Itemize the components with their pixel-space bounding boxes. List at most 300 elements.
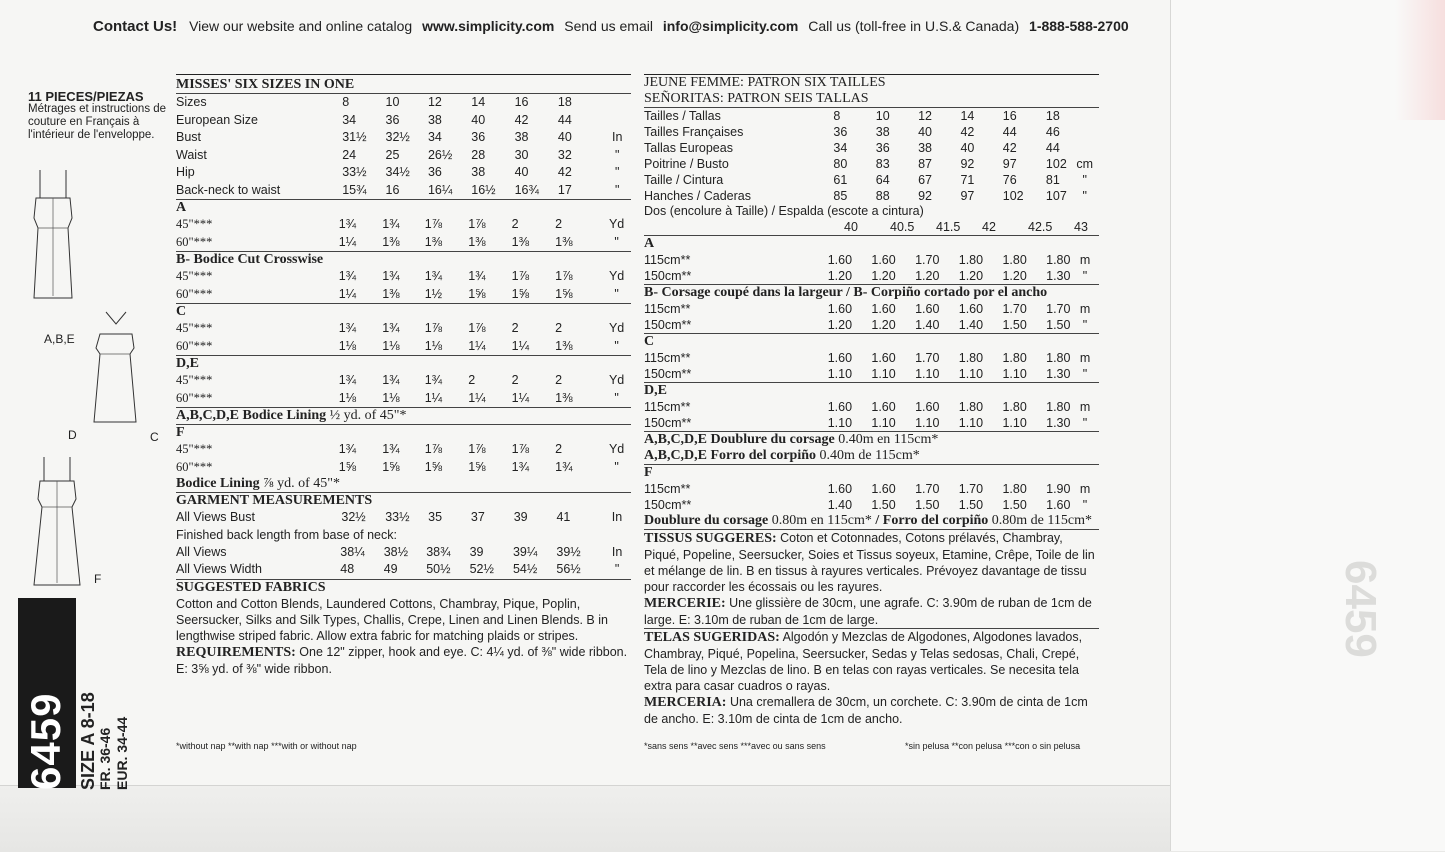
row-label: Poitrine / Busto bbox=[644, 157, 729, 171]
spacer bbox=[794, 140, 834, 156]
spacer bbox=[312, 94, 343, 112]
size-value: 102 bbox=[1002, 189, 1024, 203]
size-value: 1.10 bbox=[871, 367, 896, 381]
unit-value: m bbox=[1079, 400, 1091, 414]
size-value: 1⅝ bbox=[382, 459, 400, 474]
row-label: 45"*** bbox=[176, 373, 213, 387]
fr-view-block bbox=[644, 235, 1099, 284]
row-label: 150cm** bbox=[644, 498, 692, 512]
size-value: 12 bbox=[918, 109, 932, 123]
table-row bbox=[644, 268, 1099, 284]
pattern-number: 6459 bbox=[22, 692, 69, 790]
size-value: 1¾ bbox=[338, 269, 357, 283]
size-value: 38¼ bbox=[340, 544, 365, 559]
size-value: 1¼ bbox=[468, 390, 486, 405]
size-value: 1.80 bbox=[958, 400, 984, 414]
spacer bbox=[794, 172, 834, 188]
fr-view-title: A bbox=[644, 236, 655, 251]
size-value: 38½ bbox=[383, 544, 409, 559]
size-value: 1⅝ bbox=[511, 286, 530, 301]
size-value: 54½ bbox=[512, 562, 538, 576]
es-header: SEÑORITAS: PATRON SEIS TALLAS bbox=[644, 91, 869, 106]
size-value: 1.10 bbox=[958, 416, 984, 430]
table-row bbox=[176, 147, 631, 165]
size-value: 18 bbox=[1045, 109, 1060, 123]
spacer bbox=[307, 372, 339, 390]
email-link[interactable]: info@simplicity.com bbox=[662, 18, 799, 34]
size-value: 44 bbox=[557, 112, 572, 127]
size-value: 16¾ bbox=[514, 182, 539, 197]
size-value: 1.80 bbox=[1046, 400, 1071, 414]
view-block bbox=[176, 355, 631, 407]
size-value: 42 bbox=[960, 125, 975, 139]
size-value: 1¾ bbox=[338, 321, 357, 335]
view-title: B- Bodice Cut Crosswise bbox=[176, 252, 324, 267]
dos-value: 41.5 bbox=[936, 220, 961, 234]
unit-value: Yd bbox=[608, 321, 625, 335]
fr-lining-f-value: 0.80m en 115cm* bbox=[771, 513, 872, 528]
spacer bbox=[307, 268, 339, 286]
size-value: 1½ bbox=[424, 286, 443, 301]
size-value: 1⅝ bbox=[338, 459, 357, 474]
size-value: 49 bbox=[383, 562, 398, 576]
sketch-label-d: D bbox=[68, 428, 77, 442]
bodice-lining-f bbox=[176, 476, 631, 492]
table-row bbox=[176, 459, 631, 477]
size-value: 42 bbox=[514, 112, 529, 127]
english-column bbox=[176, 74, 631, 677]
size-value: 40 bbox=[960, 141, 975, 155]
table-row bbox=[644, 415, 1099, 431]
email-text: Send us email bbox=[564, 18, 653, 34]
size-value: 1¼ bbox=[468, 338, 486, 353]
size-value: 2 bbox=[555, 442, 563, 456]
flap-ghost-number: 6459 bbox=[1336, 560, 1385, 658]
size-value: 2 bbox=[555, 217, 563, 231]
size-value: 1.60 bbox=[871, 482, 896, 496]
row-label: 150cm** bbox=[644, 416, 692, 430]
size-value: 1⅞ bbox=[555, 269, 573, 283]
contact-bar bbox=[93, 18, 1129, 35]
size-value: 1.80 bbox=[958, 253, 984, 267]
size-value: 83 bbox=[875, 157, 890, 171]
table-row bbox=[176, 544, 631, 562]
size-value: 36 bbox=[427, 165, 442, 179]
lining-title: A,B,C,D,E Bodice Lining bbox=[176, 408, 327, 423]
fr-view-block bbox=[644, 284, 1099, 333]
mercerie-block bbox=[644, 595, 1099, 628]
size-value: 97 bbox=[960, 189, 975, 203]
table-row bbox=[176, 338, 631, 356]
es-lining-line bbox=[644, 448, 1099, 464]
dos-value: 43 bbox=[1074, 220, 1088, 234]
contact-title: Contact Us! bbox=[93, 18, 178, 35]
size-value: 1.10 bbox=[915, 416, 940, 430]
dress-sketch-c bbox=[88, 310, 143, 430]
row-label: 60"*** bbox=[176, 234, 213, 249]
row-label: 150cm** bbox=[644, 318, 692, 332]
size-value: 48 bbox=[340, 562, 355, 576]
size-value: 1.20 bbox=[958, 269, 984, 283]
spacer bbox=[307, 338, 339, 356]
garment-block bbox=[176, 492, 631, 579]
size-value: 1⅝ bbox=[555, 286, 573, 301]
size-value: 2 bbox=[511, 373, 519, 387]
size-value: 1⅜ bbox=[382, 286, 400, 301]
size-value: 44 bbox=[1045, 141, 1060, 155]
size-value: 16½ bbox=[471, 182, 496, 197]
spacer bbox=[794, 108, 834, 124]
size-value: 1.50 bbox=[915, 498, 940, 512]
size-value: 1.80 bbox=[1046, 253, 1071, 267]
size-value: 28 bbox=[471, 147, 486, 162]
size-value: 42 bbox=[557, 165, 572, 179]
table-row bbox=[644, 481, 1099, 497]
size-value: 1.70 bbox=[958, 482, 984, 496]
mercerie-block-title: MERCERIE: bbox=[644, 596, 726, 611]
row-label: All Views bbox=[176, 544, 227, 559]
size-value: 39 bbox=[513, 510, 528, 524]
size-value: 16¼ bbox=[427, 182, 453, 197]
unit-value: In bbox=[611, 544, 623, 559]
size-value: 16 bbox=[1002, 109, 1017, 123]
size-value: 2 bbox=[511, 217, 519, 231]
table-row bbox=[176, 320, 631, 338]
view-block bbox=[176, 303, 631, 355]
telas-block-title: TELAS SUGERIDAS: bbox=[644, 630, 780, 645]
es-lining-f-title: / Forro del corpiño bbox=[875, 513, 989, 528]
table-row bbox=[176, 286, 631, 304]
size-value: 1.10 bbox=[827, 416, 853, 430]
row-label: Taille / Cintura bbox=[644, 173, 724, 187]
size-value: 1¾ bbox=[382, 442, 400, 456]
size-value: 1⅞ bbox=[424, 442, 443, 456]
size-value: 16 bbox=[385, 182, 400, 197]
size-value: 1.30 bbox=[1046, 367, 1071, 381]
size-value: 1⅝ bbox=[468, 286, 486, 301]
size-table-wrap bbox=[176, 93, 631, 199]
size-value: 40 bbox=[918, 125, 932, 139]
row-label: 45"*** bbox=[176, 217, 213, 231]
unit-value: " bbox=[614, 562, 620, 576]
spacer bbox=[310, 509, 342, 527]
spacer bbox=[788, 481, 828, 497]
unit-value: " bbox=[1082, 498, 1088, 512]
row-label: 115cm** bbox=[644, 302, 691, 316]
size-value: 18 bbox=[557, 95, 572, 109]
size-value: 37 bbox=[470, 510, 485, 524]
size-value: 1.20 bbox=[871, 269, 896, 283]
unit-value bbox=[1070, 140, 1099, 156]
fr-lining-f bbox=[644, 513, 1099, 529]
spacer bbox=[794, 156, 834, 172]
spacer bbox=[788, 497, 828, 513]
size-value: 1.10 bbox=[1002, 367, 1027, 381]
footnote-fr: *sans sens **avec sens ***avec ou sans sens bbox=[644, 741, 826, 751]
fr-view-title-f: F bbox=[644, 465, 653, 480]
size-value: 1.60 bbox=[958, 302, 984, 316]
size-value: 1.70 bbox=[915, 482, 940, 496]
fabrics-title: SUGGESTED FABRICS bbox=[176, 579, 326, 595]
size-value: 1.60 bbox=[1046, 498, 1071, 512]
lining-value: ½ yd. of 45"* bbox=[329, 408, 407, 423]
size-value: 1.60 bbox=[915, 302, 940, 316]
data-table bbox=[644, 108, 1099, 204]
table-row bbox=[176, 561, 631, 579]
size-value: 1¼ bbox=[338, 286, 357, 301]
row-label: Hanches / Caderas bbox=[644, 189, 752, 203]
size-value: 85 bbox=[833, 189, 848, 203]
size-value: 1¼ bbox=[338, 234, 357, 249]
table-row bbox=[644, 124, 1099, 140]
size-value: 76 bbox=[1002, 173, 1017, 187]
size-value: 1¾ bbox=[511, 459, 530, 474]
table-row bbox=[176, 129, 631, 147]
unit-value: " bbox=[1082, 416, 1088, 430]
spacer bbox=[312, 164, 343, 182]
size-value: 40 bbox=[557, 130, 572, 144]
row-label: 150cm** bbox=[644, 367, 692, 381]
spacer bbox=[312, 182, 343, 200]
table-row bbox=[176, 216, 631, 234]
size-value: 1¾ bbox=[382, 269, 400, 283]
size-value: 1.20 bbox=[871, 318, 896, 332]
row-label: 60"*** bbox=[176, 338, 213, 353]
size-value: 102 bbox=[1045, 157, 1067, 171]
dos-row bbox=[644, 219, 1099, 235]
unit-value: In bbox=[611, 510, 623, 524]
data-table bbox=[176, 544, 631, 579]
size-value: 1⅞ bbox=[511, 269, 530, 283]
data-table bbox=[644, 399, 1099, 431]
size-value: 14 bbox=[960, 109, 975, 123]
size-value: 1.10 bbox=[1002, 416, 1027, 430]
size-value: 1⅞ bbox=[511, 442, 530, 456]
size-value: 1¼ bbox=[511, 390, 530, 405]
size-value: 1¼ bbox=[511, 338, 530, 353]
size-value: 61 bbox=[833, 173, 848, 187]
size-value: 36 bbox=[875, 141, 890, 155]
view-title: D,E bbox=[176, 356, 199, 371]
spacer bbox=[312, 147, 343, 165]
merceria-block-text: Una cremallera de 30cm, un corchete. C: 3.90m de cinta de 1cm de ancho. E: 3.10m de cinta de 1cm de ancho. bbox=[644, 695, 1088, 726]
unit-value bbox=[1070, 124, 1099, 140]
tissus-block-title: TISSUS SUGGERES: bbox=[644, 531, 777, 546]
unit-value: In bbox=[611, 130, 623, 144]
row-label: All Views Width bbox=[176, 562, 262, 576]
size-value: 8 bbox=[342, 95, 350, 109]
spacer bbox=[307, 459, 339, 477]
website-text: View our website and online catalog bbox=[189, 18, 413, 34]
spacer bbox=[307, 441, 339, 459]
fr-lining-title: A,B,C,D,E Doublure du corsage bbox=[644, 432, 835, 447]
size-value: 1.10 bbox=[958, 367, 984, 381]
spacer bbox=[788, 301, 828, 317]
size-value: 2 bbox=[468, 373, 476, 387]
size-value: 39¼ bbox=[512, 544, 538, 559]
size-value: 34½ bbox=[385, 165, 410, 179]
table-row bbox=[644, 140, 1099, 156]
size-value: 1.80 bbox=[1002, 482, 1027, 496]
unit-value: " bbox=[1082, 367, 1088, 381]
size-value: 10 bbox=[875, 109, 890, 123]
size-value: 97 bbox=[1002, 157, 1017, 171]
requirements-block bbox=[176, 644, 631, 677]
unit-value: m bbox=[1079, 482, 1091, 496]
spacer bbox=[310, 561, 341, 579]
unit-value: " bbox=[614, 459, 619, 474]
row-label: Waist bbox=[176, 147, 207, 162]
row-label: 60"*** bbox=[176, 459, 213, 474]
size-value: 52½ bbox=[469, 562, 494, 576]
envelope-side-flap bbox=[1170, 0, 1445, 851]
size-value: 34 bbox=[342, 112, 357, 127]
size-value: 1¾ bbox=[338, 217, 357, 231]
unit-value: " bbox=[1082, 173, 1087, 187]
french-spanish-column bbox=[644, 74, 1099, 727]
size-value: 88 bbox=[875, 189, 890, 203]
table-row bbox=[644, 399, 1099, 415]
data-table bbox=[644, 252, 1099, 284]
size-value: 1⅜ bbox=[468, 234, 486, 249]
unit-value: Yd bbox=[608, 373, 625, 387]
size-value: 42 bbox=[1002, 141, 1017, 155]
size-value: 15¾ bbox=[342, 182, 367, 197]
size-value: 92 bbox=[918, 189, 932, 203]
row-label: Tallas Europeas bbox=[644, 141, 733, 155]
spacer bbox=[788, 399, 828, 415]
size-value: 1.40 bbox=[827, 498, 853, 512]
telas-block bbox=[644, 628, 1099, 694]
size-value: 38 bbox=[427, 112, 442, 127]
view-block bbox=[176, 251, 631, 303]
envelope-bottom-flap bbox=[0, 785, 1170, 852]
row-label: Sizes bbox=[176, 95, 207, 109]
unit-value: Yd bbox=[608, 269, 625, 283]
spacer bbox=[794, 188, 834, 204]
data-table bbox=[176, 441, 631, 476]
size-value: 34 bbox=[427, 130, 442, 144]
size-value: 1⅜ bbox=[511, 234, 530, 249]
size-value: 1⅞ bbox=[468, 442, 486, 456]
size-value: 1.90 bbox=[1046, 482, 1071, 496]
size-value: 1⅛ bbox=[338, 390, 357, 405]
requirements-title: REQUIREMENTS: bbox=[176, 644, 296, 660]
table-row bbox=[644, 156, 1099, 172]
size-value: 1⅝ bbox=[468, 459, 486, 474]
data-table bbox=[176, 320, 631, 355]
mercerie-block-text: Une glissière de 30cm, une agrafe. C: 3.90m de ruban de 1cm de large. E: 3.10m de ruban de 1cm de large. bbox=[644, 596, 1092, 627]
size-value: 1.60 bbox=[827, 302, 853, 316]
size-value: 2 bbox=[511, 321, 519, 335]
spacer bbox=[788, 268, 828, 284]
dos-value: 40 bbox=[844, 220, 858, 234]
data-table bbox=[644, 481, 1099, 513]
tissus-block-text: Coton et Cotonnades, Cotons prélavés, Chambray, Piqué, Popeline, Seersucker, Soies et Tissus soyeux, Etamine, Crêpe, Toile de lin et mélange de lin. B en tissus à rayures verticales. Prévoyez davantage de tissu pour raccorder les écossais ou les rayures. bbox=[644, 531, 1095, 594]
unit-value: " bbox=[1082, 318, 1088, 332]
table-row bbox=[176, 441, 631, 459]
data-table bbox=[176, 509, 631, 527]
size-value: 1¾ bbox=[382, 217, 400, 231]
size-value: 32½ bbox=[341, 510, 366, 524]
merceria-block-title: MERCERIA: bbox=[644, 695, 727, 710]
table-row bbox=[644, 188, 1099, 204]
size-value: 38 bbox=[875, 125, 890, 139]
lining-f-value: ⅞ yd. of 45"* bbox=[263, 476, 341, 491]
size-value: 1.80 bbox=[958, 351, 984, 365]
table-row bbox=[176, 94, 631, 112]
spacer bbox=[307, 320, 339, 338]
dress-sketch-abe bbox=[28, 168, 78, 318]
size-value: 56½ bbox=[556, 562, 581, 576]
table-row bbox=[644, 497, 1099, 513]
size-value: 1.50 bbox=[1046, 318, 1071, 332]
unit-value: cm bbox=[1076, 157, 1094, 171]
size-value: 17 bbox=[557, 182, 572, 197]
size-value: 1⅞ bbox=[468, 321, 486, 335]
view-block bbox=[176, 199, 631, 251]
size-value: 1¼ bbox=[424, 390, 443, 405]
unit-value: " bbox=[614, 286, 619, 301]
unit-value: Yd bbox=[608, 442, 625, 456]
data-table bbox=[176, 94, 631, 199]
size-value: 1.10 bbox=[827, 367, 853, 381]
size-value: 1.60 bbox=[827, 351, 853, 365]
back-length-label: Finished back length from base of neck: bbox=[176, 527, 397, 542]
row-label: Back-neck to waist bbox=[176, 182, 281, 197]
pieces-block bbox=[28, 90, 178, 142]
unit-value: " bbox=[1082, 269, 1088, 283]
size-value: 14 bbox=[471, 95, 486, 109]
size-value: 33½ bbox=[342, 165, 367, 179]
size-value: 50½ bbox=[426, 562, 451, 576]
lining-f-title: Bodice Lining bbox=[176, 476, 260, 491]
data-table bbox=[176, 216, 631, 251]
size-value: 1.10 bbox=[915, 367, 940, 381]
size-value: 1⅜ bbox=[555, 338, 573, 353]
es-lining-f-value: 0.80m de 115cm* bbox=[991, 513, 1092, 528]
size-value: 38 bbox=[918, 141, 932, 155]
spacer bbox=[312, 129, 343, 147]
spacer bbox=[794, 124, 834, 140]
size-value: 1.60 bbox=[871, 253, 896, 267]
table-row bbox=[176, 164, 631, 182]
size-value: 1.20 bbox=[827, 269, 853, 283]
size-value: 36 bbox=[471, 130, 486, 144]
row-label: European Size bbox=[176, 112, 259, 127]
view-block-f bbox=[176, 424, 631, 476]
size-value: 92 bbox=[960, 157, 975, 171]
website-link[interactable]: www.simplicity.com bbox=[422, 18, 555, 34]
size-range-fr: FR. 36-46 bbox=[97, 727, 113, 790]
size-value: 80 bbox=[833, 157, 848, 171]
table-row bbox=[644, 301, 1099, 317]
table-row bbox=[644, 108, 1099, 124]
spacer bbox=[644, 219, 844, 235]
size-value: 1¾ bbox=[555, 459, 573, 474]
es-lining-value: 0.40m de 115cm* bbox=[819, 448, 920, 463]
table-row bbox=[644, 252, 1099, 268]
size-value: 1¾ bbox=[338, 442, 357, 456]
table-row bbox=[644, 366, 1099, 382]
size-value: 1.50 bbox=[1002, 318, 1027, 332]
size-value: 34 bbox=[833, 141, 848, 155]
size-value: 46 bbox=[1045, 125, 1060, 139]
spacer bbox=[788, 252, 828, 268]
size-value: 1.50 bbox=[958, 498, 984, 512]
row-label: 60"*** bbox=[176, 390, 213, 405]
fr-view-title: B- Corsage coupé dans la largeur / B- Corpiño cortado por el ancho bbox=[644, 285, 1048, 300]
